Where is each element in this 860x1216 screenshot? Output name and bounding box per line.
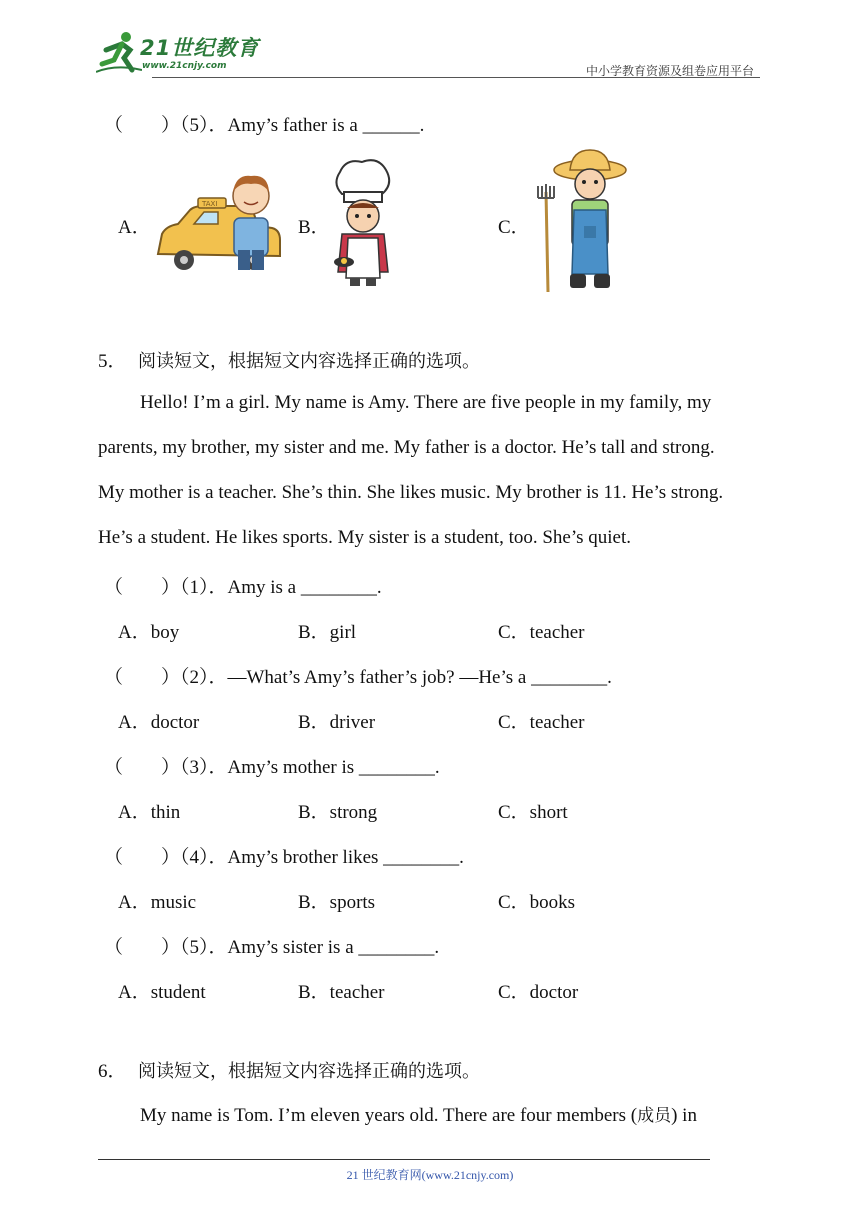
platform-name: 中小学教育资源及组卷应用平台 [585, 64, 754, 78]
passage-line: My mother is a teacher. She’s thin. She likes music. My brother is 11. He’s strong. [98, 482, 724, 503]
section-instruction: 阅读短文，根据短文内容选择正确的选项。 [138, 351, 480, 372]
option-b: B．teacher [298, 982, 385, 1003]
option-c-label: C． [498, 217, 530, 238]
page-footer: 21 世纪教育网(www.21cnjy.com) [346, 1168, 514, 1182]
question-stem: （ ）（5）．Amy’s sister is a ________. [104, 937, 440, 958]
option-b: B．sports [298, 892, 376, 913]
section-5-heading [98, 346, 480, 373]
passage-line: He’s a student. He likes sports. My sister is a student, too. She’s quiet. [98, 527, 632, 548]
question-stem: （ ）（1）．Amy is a ________. [104, 577, 382, 598]
site-logo [96, 30, 266, 76]
section-6-heading [98, 1056, 480, 1083]
svg-text:TAXI: TAXI [202, 200, 218, 208]
section-number: 5． [98, 351, 127, 372]
option-c: C．books [498, 892, 576, 913]
option-a: A．student [118, 982, 206, 1003]
chef-icon [330, 154, 394, 288]
passage-line: parents, my brother, my sister and me. My father is a doctor. He’s tall and strong. [98, 437, 715, 458]
section-instruction: 阅读短文，根据短文内容选择正确的选项。 [138, 1061, 480, 1082]
option-a: A．boy [118, 622, 180, 643]
section-number: 6． [98, 1061, 127, 1082]
passage-chinese-gloss: 成员 [637, 1106, 672, 1126]
option-b: B．driver [298, 712, 376, 733]
passage-text: My name is Tom. I’m eleven years old. There are four members ( [140, 1105, 638, 1126]
option-b-label: B． [298, 217, 330, 238]
header-divider [152, 77, 760, 78]
question-stem: （ ）（5）．Amy’s father is a ______. [104, 115, 425, 136]
taxi-driver-icon [154, 166, 286, 274]
option-b: B．strong [298, 802, 378, 823]
option-c: C．doctor [498, 982, 579, 1003]
passage-line [140, 1101, 697, 1127]
footer-divider [98, 1159, 710, 1160]
logo-text: 21世纪教育 [140, 36, 260, 60]
question-stem: （ ）（2）．—What’s Amy’s father’s job? —He’s a ________. [104, 667, 612, 688]
passage-line: Hello! I’m a girl. My name is Amy. There are five people in my family, my [140, 392, 712, 413]
question-stem: （ ）（4）．Amy’s brother likes ________. [104, 847, 464, 868]
option-a: A．thin [118, 802, 181, 823]
option-a: A．doctor [118, 712, 200, 733]
runner-logo-icon [96, 30, 142, 74]
option-c: C．teacher [498, 622, 585, 643]
question-stem: （ ）（3）．Amy’s mother is ________. [104, 757, 440, 778]
option-c: C．teacher [498, 712, 585, 733]
option-b: B．girl [298, 622, 357, 643]
option-a: A．music [118, 892, 197, 913]
farmer-icon [532, 148, 628, 294]
passage-text: ) in [671, 1105, 697, 1126]
logo-url: www.21cnjy.com [142, 61, 227, 71]
option-a-label: A． [118, 217, 151, 238]
page-header [96, 30, 760, 80]
option-c: C．short [498, 802, 568, 823]
